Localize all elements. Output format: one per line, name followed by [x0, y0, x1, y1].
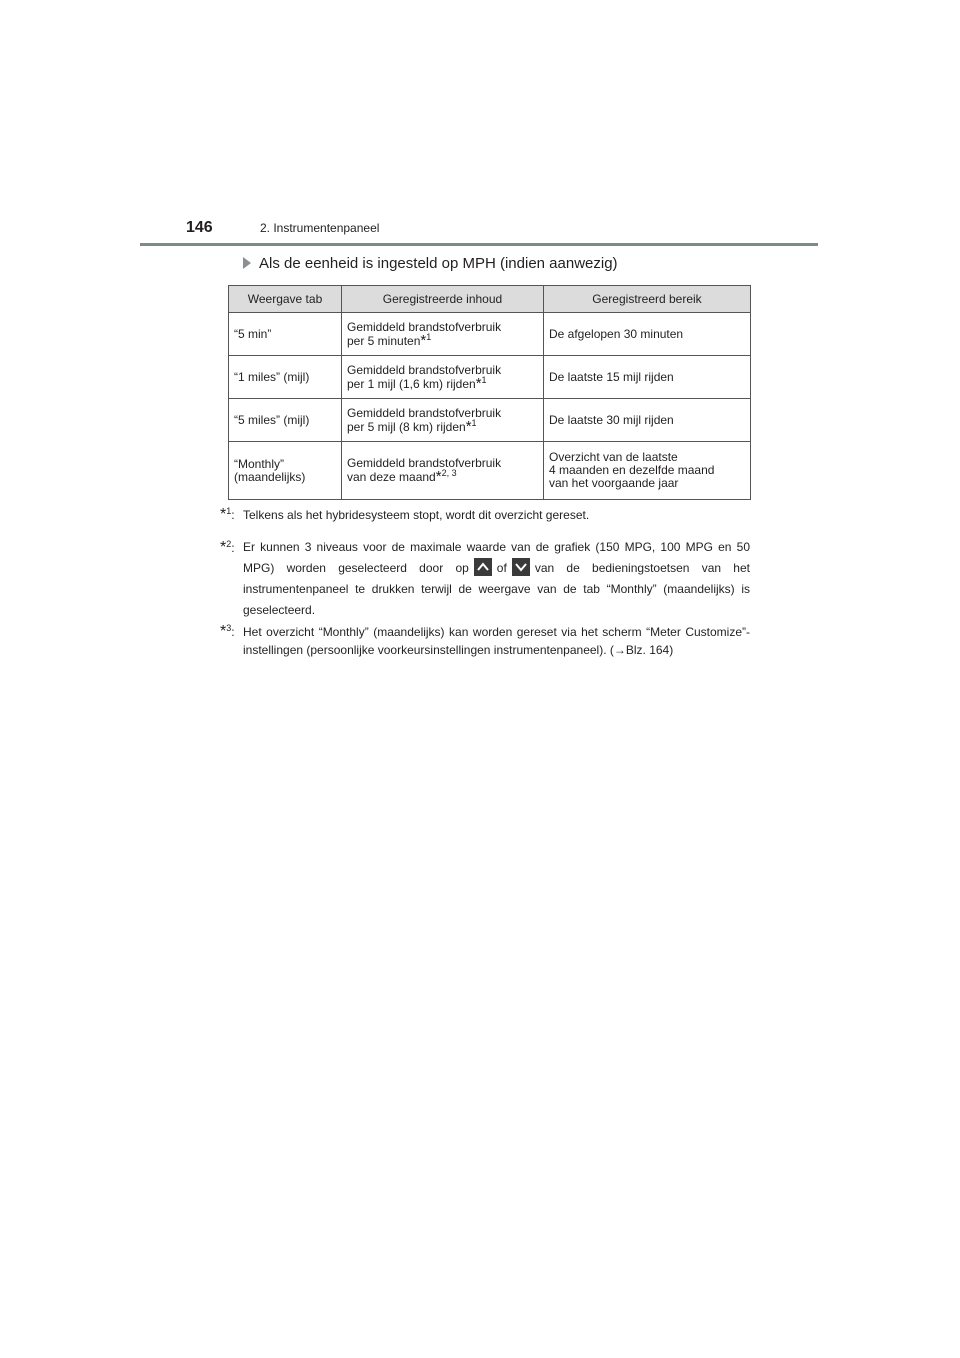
footnote-2-text-a: Er kunnen 3 niveaus voor de maximale waarde van de grafiek (150 MPG, 100 MPG en 50 MPG) worden geselecteerd door op — [243, 540, 750, 575]
cell-range — [544, 442, 751, 500]
footnote-marker: * — [420, 331, 427, 349]
footnote-1 — [220, 506, 750, 524]
cell-tab: “5 miles” (mijl) — [229, 399, 342, 442]
content-line: Gemiddeld brandstofverbruik — [347, 405, 502, 420]
fuel-history-table — [228, 285, 751, 500]
running-head: 2. Instrumentenpaneel — [260, 221, 380, 235]
content-line: per 5 minuten — [347, 333, 421, 348]
footnote-1-marker — [220, 506, 235, 524]
table-row — [229, 399, 751, 442]
range-line: van het voorgaande jaar — [549, 476, 679, 490]
star-glyph: * — [220, 623, 227, 640]
content-line: Gemiddeld brandstofverbruik — [347, 456, 502, 470]
footnote-ref: 1 — [226, 506, 232, 516]
page-reference-link[interactable]: Blz. 164) — [625, 643, 674, 657]
triangle-right-icon — [243, 257, 251, 269]
footnote-3-text-a: Het overzicht “Monthly” (maandelijks) kan worden gereset via het scherm “Meter Customize”-instellingen (persoonlijke voorkeursinstellingen instrumentenpaneel). ( — [243, 625, 750, 657]
footnote-3-marker — [220, 623, 235, 641]
content-line: van deze maand — [347, 470, 436, 484]
footnote-marker: * — [435, 468, 442, 485]
cell-range: De laatste 30 mijl rijden — [544, 399, 751, 442]
cell-tab: “5 min” — [229, 313, 342, 356]
colon-glyph: : — [231, 508, 235, 522]
footnote-2-marker — [220, 537, 235, 559]
footnote-3-text — [243, 623, 750, 659]
header-rule — [140, 243, 818, 246]
footnote-ref: 2, 3 — [441, 468, 457, 478]
footnote-2-text — [243, 537, 750, 621]
tab-line: (maandelijks) — [234, 469, 306, 484]
footnote-ref: 1 — [426, 331, 432, 342]
content-line: per 1 mijl (1,6 km) rijden — [347, 376, 476, 391]
star-glyph: * — [220, 506, 227, 523]
section-heading-text: Als de eenheid is ingesteld op MPH (indien aanwezig) — [259, 255, 618, 272]
footnote-marker: * — [465, 417, 472, 435]
chevron-down-icon — [512, 558, 530, 576]
cell-tab — [229, 442, 342, 500]
footnote-ref: 2 — [226, 539, 232, 549]
footnote-ref: 1 — [481, 374, 487, 385]
cell-tab: “1 miles” (mijl) — [229, 356, 342, 399]
cell-range: De afgelopen 30 minuten — [544, 313, 751, 356]
cell-content — [342, 313, 544, 356]
footnote-marker: * — [475, 374, 482, 392]
range-line: Overzicht van de laatste — [549, 450, 678, 464]
footnote-3 — [220, 623, 750, 659]
table-header-row — [229, 286, 751, 313]
footnote-ref: 3 — [226, 623, 232, 633]
footnote-ref: 1 — [471, 417, 477, 428]
right-arrow-icon: → — [613, 643, 626, 657]
cell-content — [342, 356, 544, 399]
cell-content — [342, 399, 544, 442]
table-row — [229, 442, 751, 500]
chevron-up-icon — [474, 558, 492, 576]
content-line: per 5 mijl (8 km) rijden — [347, 419, 466, 434]
colon-glyph: : — [231, 541, 235, 555]
colon-glyph: : — [231, 625, 235, 639]
footnote-1-text: Telkens als het hybridesysteem stopt, wordt dit overzicht gereset. — [243, 508, 590, 522]
column-header-range: Geregistreerd bereik — [544, 286, 751, 313]
content-line: Gemiddeld brandstofverbruik — [347, 319, 502, 334]
table-row — [229, 356, 751, 399]
cell-content — [342, 442, 544, 500]
footnote-2-text-c: van de bedieningstoetsen van het instrumentenpaneel te drukken terwijl de weergave van de tab “Monthly” (maandelijks) is geselecteerd. — [243, 561, 750, 617]
table-row — [229, 313, 751, 356]
column-header-content: Geregistreerde inhoud — [342, 286, 544, 313]
footnote-2 — [220, 537, 750, 621]
footnote-2-text-b: of — [496, 561, 507, 575]
page-number: 146 — [186, 219, 213, 236]
tab-line: “Monthly” — [234, 456, 285, 471]
content-line: Gemiddeld brandstofverbruik — [347, 362, 502, 377]
star-glyph: * — [220, 539, 227, 556]
range-line: 4 maanden en dezelfde maand — [549, 463, 715, 477]
cell-range: De laatste 15 mijl rijden — [544, 356, 751, 399]
section-heading — [243, 255, 618, 272]
column-header-tab: Weergave tab — [229, 286, 342, 313]
